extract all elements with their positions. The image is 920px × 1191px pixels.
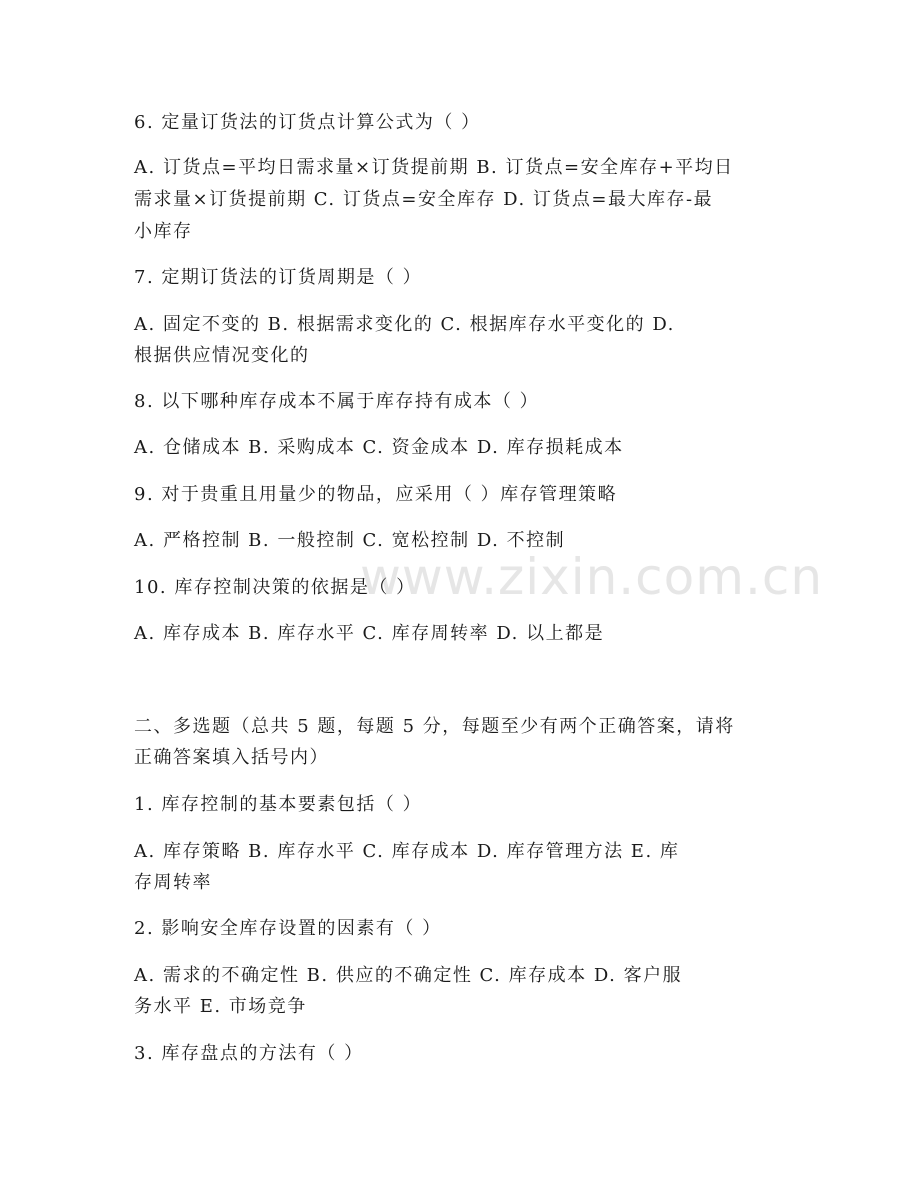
section-2-heading-line-1: 二、多选题（总共 5 题，每题 5 分，每题至少有两个正确答案，请将 [134, 716, 735, 737]
question-9-options: A. 严格控制 B. 一般控制 C. 宽松控制 D. 不控制 [134, 530, 566, 551]
question-6-options-line-2: 需求量×订货提前期 C. 订货点=安全库存 D. 订货点=最大库存-最 [134, 189, 714, 210]
question-6-options-line-3: 小库存 [134, 221, 193, 242]
question-7: 7. 定期订货法的订货周期是（ ） [134, 267, 423, 288]
question-9: 9. 对于贵重且用量少的物品，应采用（ ）库存管理策略 [134, 484, 618, 505]
question-8-options: A. 仓储成本 B. 采购成本 C. 资金成本 D. 库存损耗成本 [134, 437, 624, 458]
multi-question-2-options-line-1: A. 需求的不确定性 B. 供应的不确定性 C. 库存成本 D. 客户服 [134, 965, 683, 986]
multi-question-1-options-line-2: 存周转率 [134, 872, 212, 893]
section-2-heading-line-2: 正确答案填入括号内） [134, 747, 329, 768]
question-8: 8. 以下哪种库存成本不属于库存持有成本（ ） [134, 391, 540, 412]
multi-question-1: 1. 库存控制的基本要素包括（ ） [134, 794, 423, 815]
question-10: 10. 库存控制决策的依据是（ ） [134, 577, 416, 598]
multi-question-1-options-line-1: A. 库存策略 B. 库存水平 C. 库存成本 D. 库存管理方法 E. 库 [134, 841, 680, 862]
question-7-options-line-1: A. 固定不变的 B. 根据需求变化的 C. 根据库存水平变化的 D. [134, 314, 675, 335]
multi-question-2: 2. 影响安全库存设置的因素有（ ） [134, 918, 442, 939]
multi-question-3: 3. 库存盘点的方法有（ ） [134, 1043, 364, 1064]
watermark: www.zixin.com.cn [360, 548, 824, 606]
question-7-options-line-2: 根据供应情况变化的 [134, 345, 310, 366]
question-6: 6. 定量订货法的订货点计算公式为（ ） [134, 112, 481, 133]
question-10-options: A. 库存成本 B. 库存水平 C. 库存周转率 D. 以上都是 [134, 623, 605, 644]
question-6-options-line-1: A. 订货点=平均日需求量×订货提前期 B. 订货点=安全库存+平均日 [134, 157, 734, 178]
multi-question-2-options-line-2: 务水平 E. 市场竞争 [134, 996, 307, 1017]
